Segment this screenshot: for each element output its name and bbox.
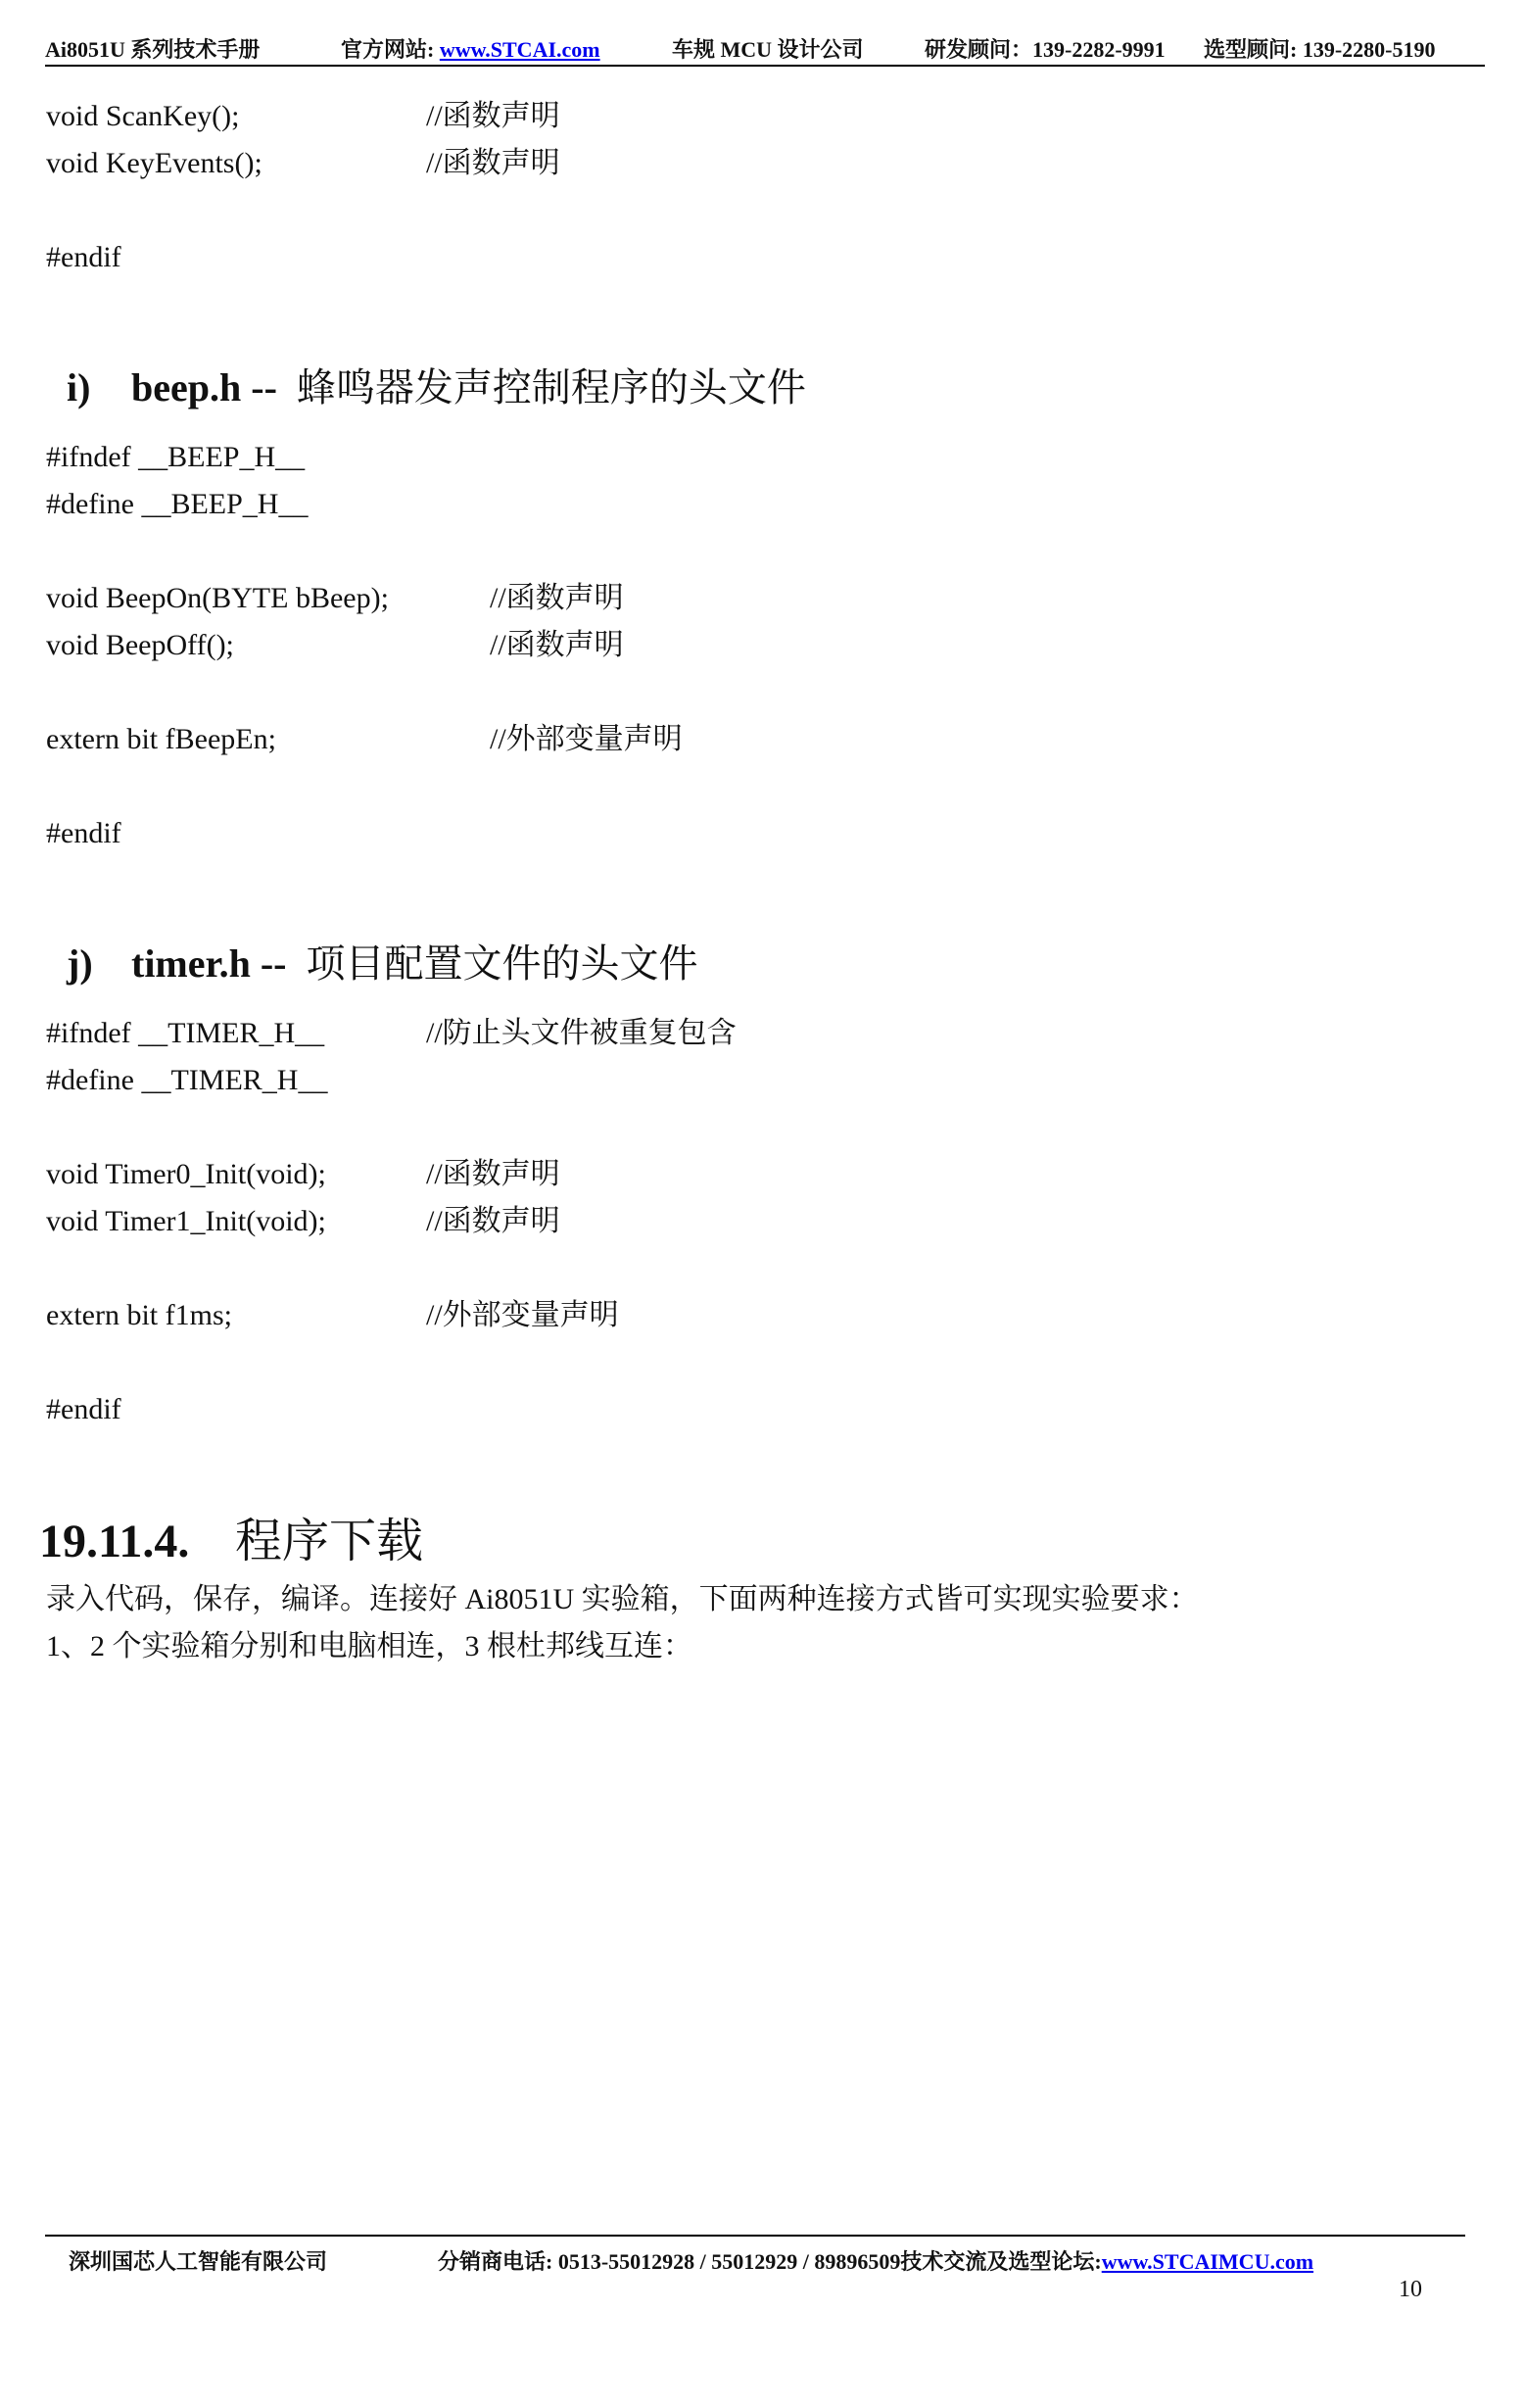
manual-title: Ai8051U 系列技术手册 [45,37,261,62]
code-line: #endif [46,1393,121,1425]
code-comment: //函数声明 [426,147,560,179]
code-comment: //防止头文件被重复包含 [426,1017,737,1049]
section-heading-download [39,1503,423,1570]
selection-consultant: 选型顾问: 139-2280-5190 [1204,37,1436,62]
section-marker: j) [67,941,93,986]
page-number: 10 [1399,2277,1422,2302]
section-heading-timer [67,933,697,988]
code-line: #endif [46,241,121,273]
code-comment: //函数声明 [426,1158,560,1190]
code-comment: //函数声明 [490,629,624,661]
section-number: 19.11.4. [39,1516,190,1567]
section-file: beep.h -- [131,365,277,409]
website-link[interactable]: www.STCAI.com [439,37,600,62]
section-marker: i) [67,365,91,409]
code-line: extern bit f1ms; [46,1299,232,1331]
section-title: 蜂鸣器发声控制程序的头文件 [296,365,806,409]
code-line: extern bit fBeepEn; [46,723,276,755]
website-label: 官方网站: www.STCAI.com [341,37,600,62]
section-title: 程序下载 [235,1516,424,1567]
code-line: void BeepOn(BYTE bBeep); [46,582,389,614]
company-tag: 车规 MCU 设计公司 [672,37,864,62]
code-comment: //函数声明 [426,1205,560,1237]
code-line: #ifndef __TIMER_H__ [46,1017,325,1049]
footer-company: 深圳国芯人工智能有限公司 [69,2249,328,2274]
paragraph: 1、2 个实验箱分别和电脑相连，3 根杜邦线互连： [46,1630,692,1662]
footer-divider [45,2235,1465,2237]
forum-link[interactable]: www.STCAIMCU.com [1101,2249,1314,2274]
footer-distributor: 分销商电话: 0513-55012928 / 55012929 / 89896509技术交流及选型论坛:www.STCAIMCU.com [438,2249,1314,2274]
code-line: void BeepOff(); [46,629,234,661]
code-line: #define __TIMER_H__ [46,1064,328,1096]
code-comment: //外部变量声明 [426,1299,619,1331]
code-line: void Timer1_Init(void); [46,1205,326,1237]
section-heading-beep [67,357,806,412]
code-line: void Timer0_Init(void); [46,1158,326,1190]
code-line: #endif [46,817,121,849]
code-comment: //函数声明 [490,582,624,614]
section-file: timer.h -- [131,941,287,986]
code-comment: //函数声明 [426,100,560,132]
code-line: #define __BEEP_H__ [46,488,309,520]
page-header [45,29,1485,69]
code-line: void KeyEvents(); [46,147,262,179]
section-title: 项目配置文件的头文件 [306,941,698,986]
header-divider [45,65,1485,67]
code-line: void ScanKey(); [46,100,240,132]
paragraph: 录入代码，保存，编译。连接好 Ai8051U 实验箱，下面两种连接方式皆可实现实验要求： [46,1583,1199,1615]
code-line: #ifndef __BEEP_H__ [46,441,306,473]
code-comment: //外部变量声明 [490,723,683,755]
rd-consultant: 研发顾问：139-2282-9991 [925,37,1166,62]
